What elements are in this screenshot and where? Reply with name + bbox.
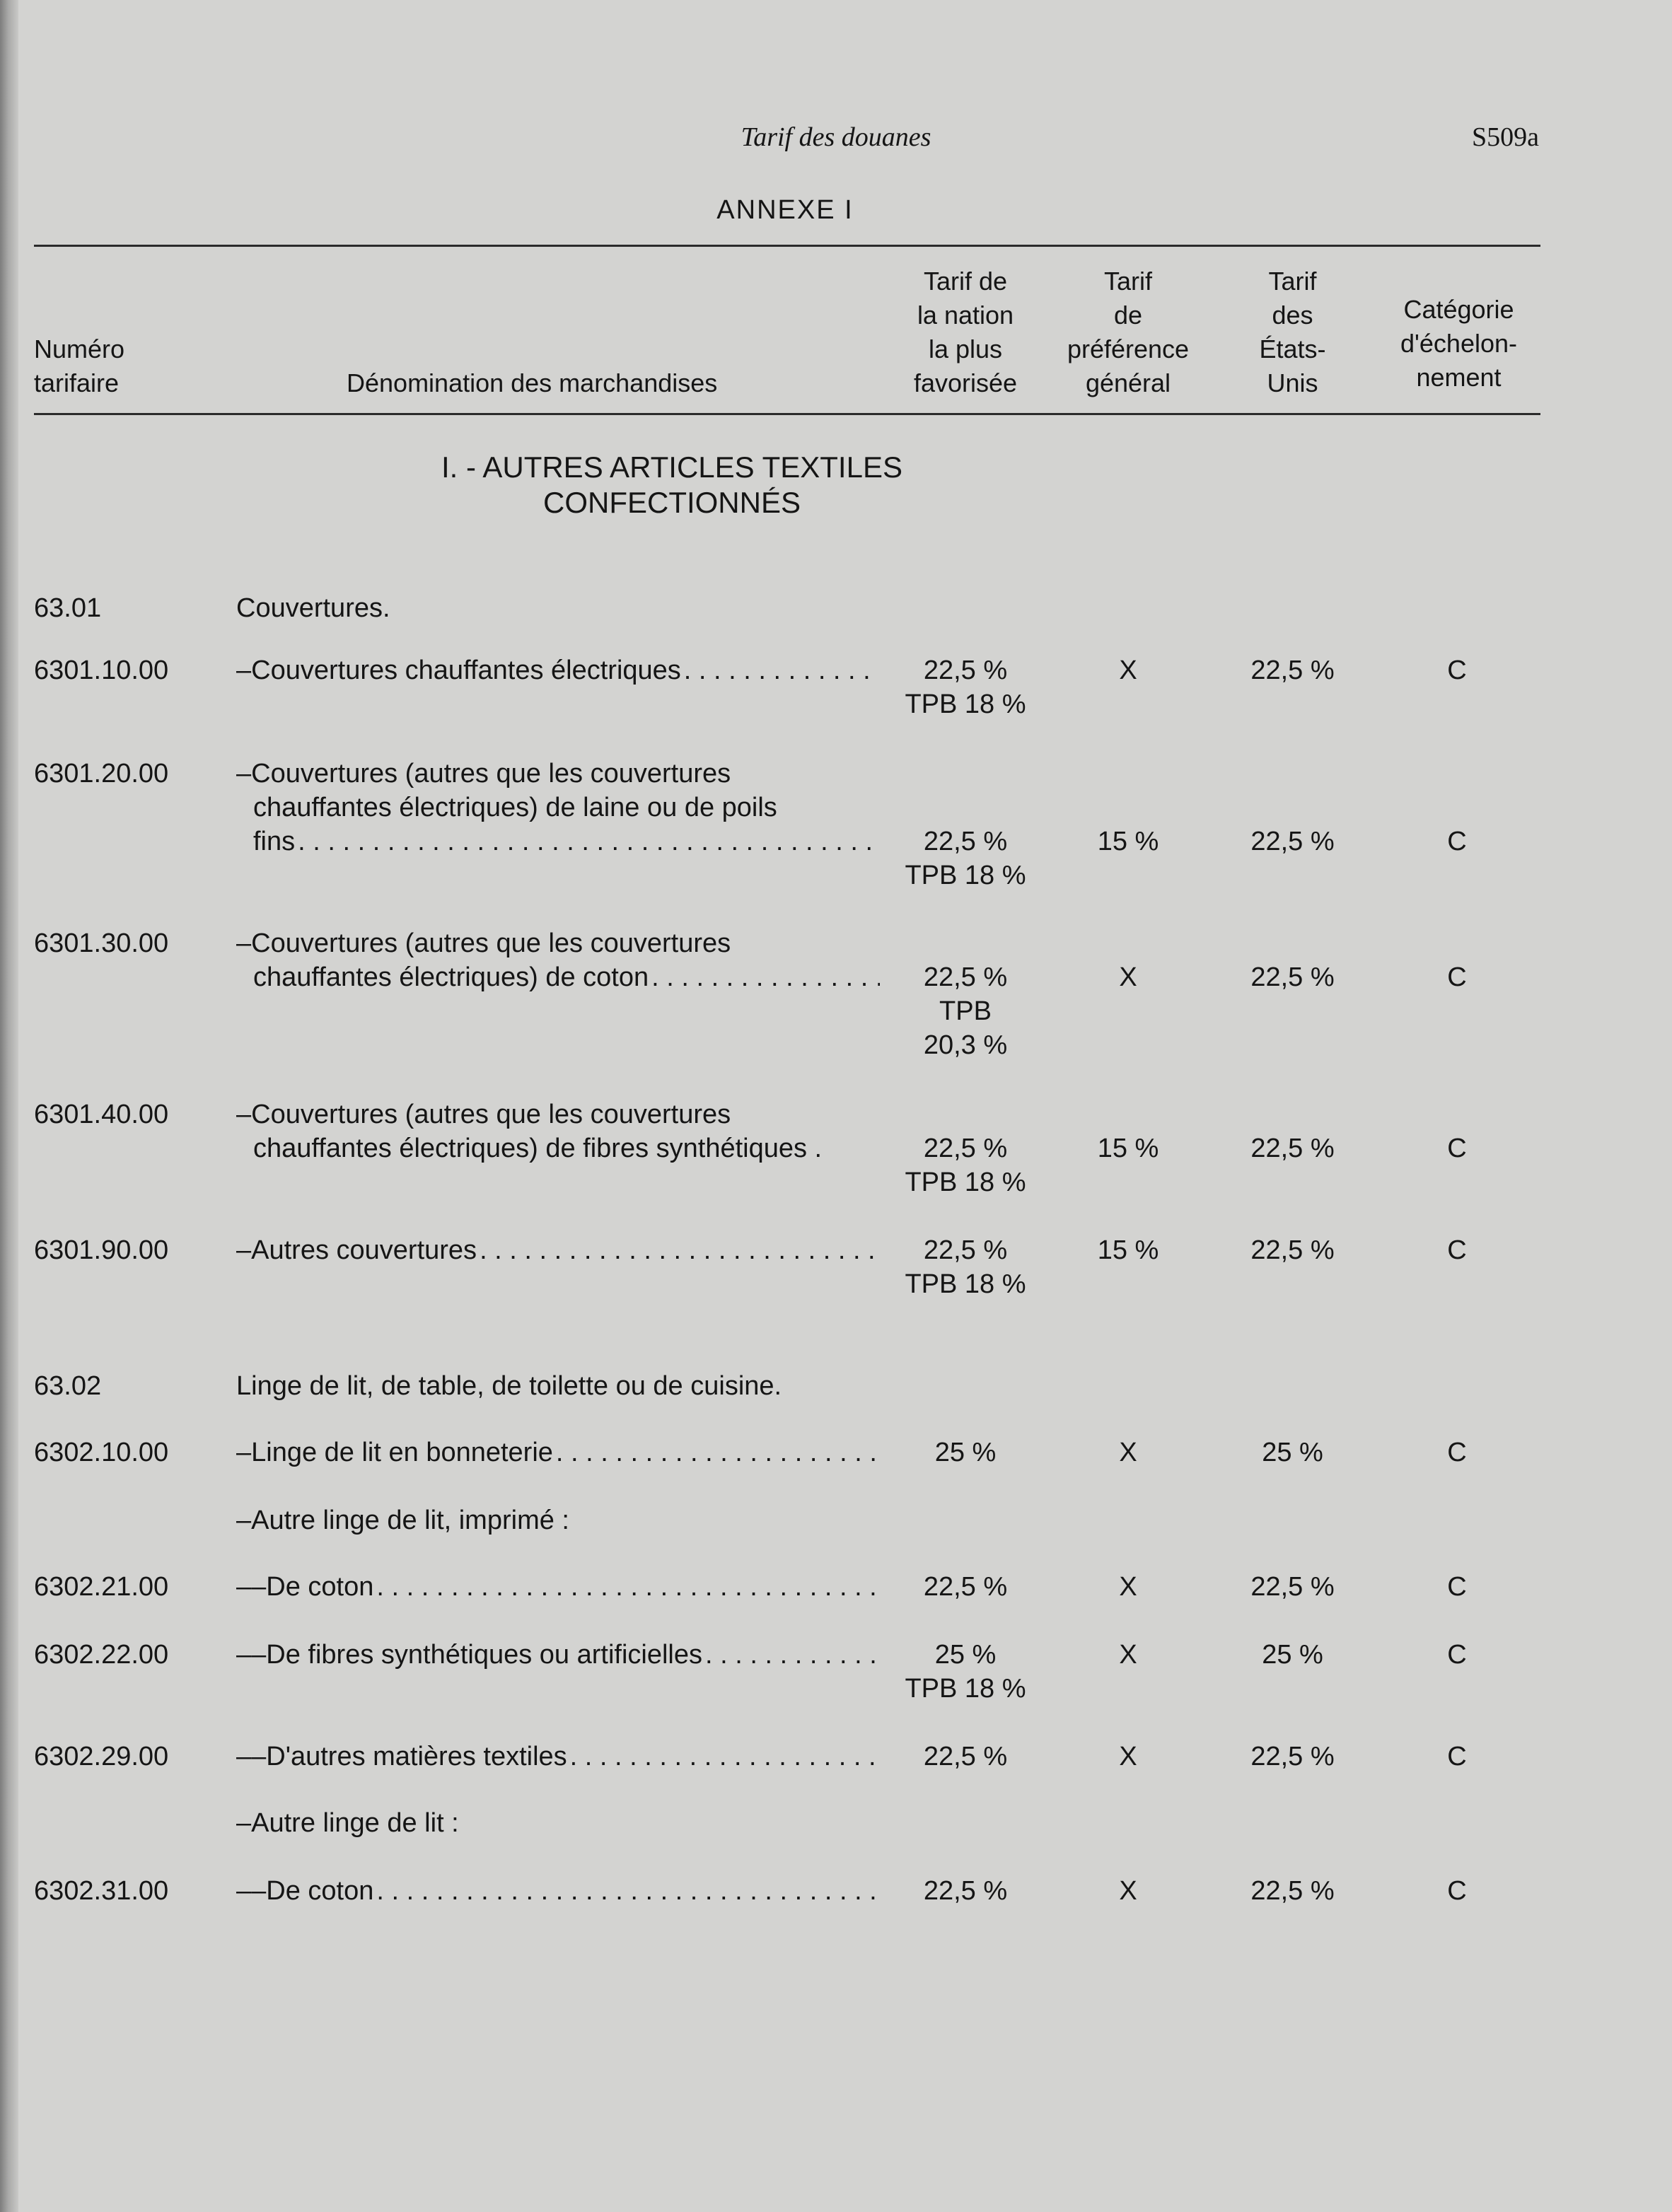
- tariff-number: 6301.10.00: [34, 656, 169, 685]
- gpt-rate: X: [1119, 962, 1137, 992]
- staging-category: C: [1447, 1235, 1467, 1265]
- description-line: –Couvertures chauffantes électriques: [236, 656, 681, 685]
- rate-line: 22,5 %: [923, 827, 1008, 856]
- running-header-title: Tarif des douanes: [741, 122, 931, 152]
- goods-description: [236, 1740, 880, 1774]
- column-header-mfn: Tarif de la nation la plus favorisée: [913, 267, 1018, 397]
- dot-leader: [684, 653, 880, 687]
- staging-category: C: [1447, 1876, 1467, 1906]
- us-rate: 22,5 %: [1250, 962, 1335, 992]
- gpt-rate: X: [1119, 1876, 1137, 1906]
- rate-line: 22,5 %: [923, 962, 1008, 992]
- table-top-rule: [34, 245, 1540, 247]
- goods-description: [236, 1570, 880, 1604]
- rate-line: TPB 18 %: [905, 1269, 1026, 1299]
- tariff-number: 6301.30.00: [34, 929, 169, 958]
- tariff-number: 6302.21.00: [34, 1572, 169, 1602]
- mfn-rate: [877, 1740, 1054, 1774]
- us-rate: 22,5 %: [1250, 1742, 1335, 1771]
- mfn-rate: [877, 1638, 1054, 1706]
- column-header-gpt: Tarif de préférence général: [1067, 267, 1190, 397]
- description-line: –Couvertures (autres que les couvertures: [236, 1100, 731, 1129]
- goods-description: [236, 926, 880, 994]
- rate-line: TPB: [939, 996, 992, 1026]
- dot-leader: [298, 825, 880, 858]
- us-rate: 22,5 %: [1250, 1134, 1335, 1163]
- description-line: ––D'autres matières textiles: [236, 1742, 567, 1771]
- description-line: Linge de lit, de table, de toilette ou de cuisine.: [236, 1371, 782, 1401]
- gpt-rate: 15 %: [1097, 827, 1159, 856]
- column-header-description: Dénomination des marchandises: [347, 368, 718, 397]
- rate-line: 25 %: [934, 1438, 997, 1467]
- description-line: –Couvertures (autres que les couvertures: [236, 759, 731, 788]
- dot-leader: [376, 1874, 880, 1908]
- mfn-rate: [877, 1131, 1054, 1199]
- annex-title: ANNEXE I: [716, 195, 854, 225]
- goods-description: [236, 1874, 880, 1908]
- us-rate: 22,5 %: [1250, 1876, 1335, 1906]
- tariff-number: 6302.10.00: [34, 1438, 169, 1467]
- rate-line: 22,5 %: [923, 656, 1008, 685]
- description-line: –Autre linge de lit :: [236, 1808, 459, 1838]
- mfn-rate: [877, 653, 1054, 721]
- column-header-us: Tarif des États- Unis: [1259, 267, 1326, 397]
- goods-description: [236, 757, 880, 858]
- dot-leader: [570, 1740, 880, 1774]
- goods-description: [236, 1098, 880, 1165]
- description-line: fins: [253, 827, 296, 856]
- description-line: ––De coton: [236, 1876, 374, 1906]
- rate-line: 25 %: [934, 1640, 997, 1670]
- goods-description: [236, 1436, 880, 1469]
- goods-description: [236, 1503, 880, 1537]
- description-line: chauffantes électriques) de coton: [253, 962, 649, 992]
- us-rate: 22,5 %: [1250, 656, 1335, 685]
- goods-description: [236, 1638, 880, 1672]
- staging-category: C: [1447, 1742, 1467, 1771]
- description-line: –Linge de lit en bonneterie: [236, 1438, 553, 1467]
- us-rate: 22,5 %: [1250, 1572, 1335, 1602]
- us-rate: 25 %: [1262, 1438, 1323, 1467]
- staging-category: C: [1447, 1640, 1467, 1670]
- gpt-rate: X: [1119, 1742, 1137, 1771]
- goods-description: [236, 591, 880, 625]
- mfn-rate: [877, 1233, 1054, 1301]
- tariff-number: 63.01: [34, 593, 102, 623]
- mfn-rate: [877, 960, 1054, 1062]
- goods-description: [236, 1806, 880, 1840]
- us-rate: 22,5 %: [1250, 827, 1335, 856]
- dot-leader: [556, 1436, 880, 1469]
- staging-category: C: [1447, 656, 1467, 685]
- gpt-rate: X: [1119, 656, 1137, 685]
- column-header-category: Catégorie d'échelon- nement: [1400, 295, 1517, 392]
- gpt-rate: 15 %: [1097, 1235, 1159, 1265]
- mfn-rate: [877, 1570, 1054, 1604]
- us-rate: 25 %: [1262, 1640, 1323, 1670]
- column-header-number: Numéro tarifaire: [34, 334, 125, 397]
- mfn-rate: [877, 825, 1054, 892]
- dot-leader: [705, 1638, 880, 1672]
- section-title: I. - AUTRES ARTICLES TEXTILES CONFECTIONNÉS: [441, 450, 902, 519]
- description-line: Couvertures.: [236, 593, 390, 623]
- mfn-rate: [877, 1436, 1054, 1469]
- us-rate: 22,5 %: [1250, 1235, 1335, 1265]
- description-line: –Autres couvertures: [236, 1235, 477, 1265]
- rate-line: 22,5 %: [923, 1134, 1008, 1163]
- rate-line: TPB 18 %: [905, 689, 1026, 719]
- gpt-rate: X: [1119, 1640, 1137, 1670]
- description-line: ––De fibres synthétiques ou artificielles: [236, 1640, 703, 1670]
- tariff-number: 6301.40.00: [34, 1100, 169, 1129]
- staging-category: C: [1447, 1134, 1467, 1163]
- dot-leader: [480, 1233, 880, 1267]
- rate-line: 22,5 %: [923, 1572, 1008, 1602]
- mfn-rate: [877, 1874, 1054, 1908]
- gpt-rate: 15 %: [1097, 1134, 1159, 1163]
- staging-category: C: [1447, 1438, 1467, 1467]
- rate-line: 22,5 %: [923, 1876, 1008, 1906]
- goods-description: [236, 1233, 880, 1267]
- tariff-number: 6302.31.00: [34, 1876, 169, 1906]
- table-header-rule: [34, 413, 1540, 415]
- rate-line: TPB 18 %: [905, 1674, 1026, 1704]
- description-line: chauffantes électriques) de fibres synthétiques .: [253, 1134, 823, 1163]
- tariff-number: 6302.22.00: [34, 1640, 169, 1670]
- rate-line: TPB 18 %: [905, 861, 1026, 890]
- staging-category: C: [1447, 962, 1467, 992]
- tariff-number: 63.02: [34, 1371, 102, 1401]
- goods-description: [236, 1369, 944, 1403]
- rate-line: 20,3 %: [923, 1030, 1008, 1060]
- description-line: chauffantes électriques) de laine ou de poils: [253, 793, 777, 822]
- rate-line: 22,5 %: [923, 1742, 1008, 1771]
- staging-category: C: [1447, 827, 1467, 856]
- tariff-number: 6301.90.00: [34, 1235, 169, 1265]
- description-line: ––De coton: [236, 1572, 374, 1602]
- dot-leader: [376, 1570, 880, 1604]
- page-number: S509a: [1472, 122, 1539, 152]
- description-line: –Autre linge de lit, imprimé :: [236, 1506, 569, 1535]
- gpt-rate: X: [1119, 1438, 1137, 1467]
- tariff-number: 6302.29.00: [34, 1742, 169, 1771]
- rate-line: TPB 18 %: [905, 1168, 1026, 1197]
- dot-leader: [651, 960, 880, 994]
- staging-category: C: [1447, 1572, 1467, 1602]
- rate-line: 22,5 %: [923, 1235, 1008, 1265]
- description-line: –Couvertures (autres que les couvertures: [236, 929, 731, 958]
- tariff-number: 6301.20.00: [34, 759, 169, 788]
- gpt-rate: X: [1119, 1572, 1137, 1602]
- goods-description: [236, 653, 880, 687]
